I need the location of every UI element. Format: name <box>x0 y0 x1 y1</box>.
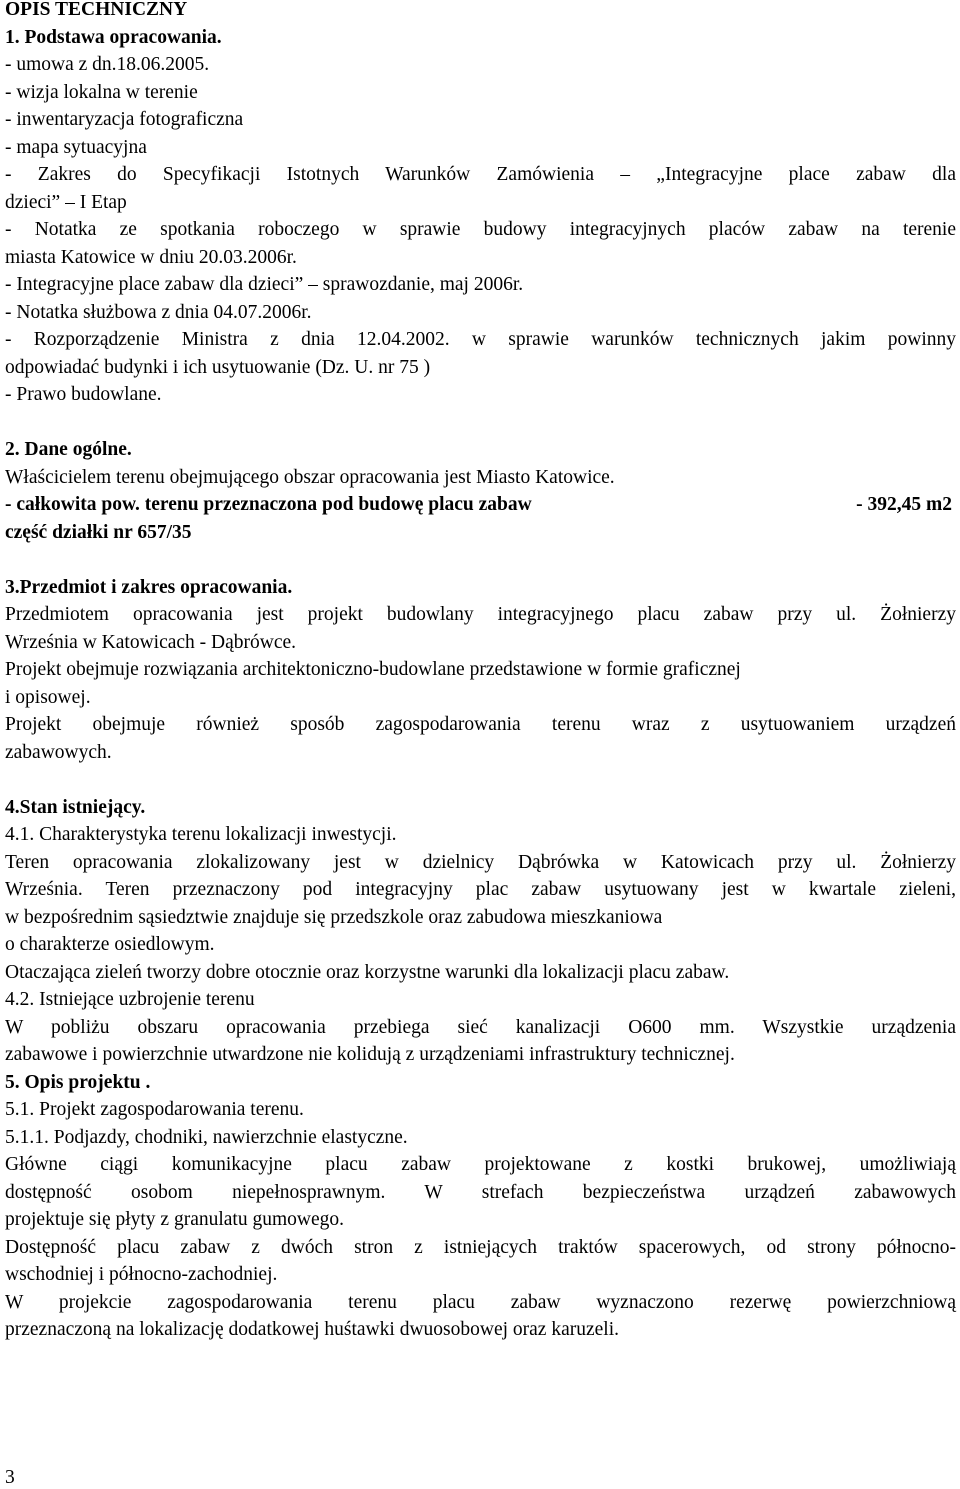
text-line: przeznaczoną na lokalizację dodatkowej huśtawki dwuosobowej oraz karuzeli. <box>5 1319 619 1340</box>
section-heading: 5. Opis projektu . <box>5 1071 151 1093</box>
text-line: Właścicielem terenu obejmującego obszar opracowania jest Miasto Katowice. <box>5 466 615 488</box>
text-line: zabawowe i powierzchnie utwardzone nie kolidują z urządzeniami infrastruktury technicznej. <box>5 1044 735 1065</box>
text-line: Teren opracowania zlokalizowany jest w dzielnicy Dąbrówka w Katowicach przy ul. Żołnierzy <box>5 851 956 873</box>
page-number: 3 <box>5 1467 15 1488</box>
section-heading: część działki nr 657/35 <box>5 521 192 543</box>
section-heading: 4.Stan istniejący. <box>5 796 146 818</box>
text-line: - Prawo budowlane. <box>5 384 162 405</box>
text-line: o charakterze osiedlowym. <box>5 934 215 955</box>
text-line: Projekt obejmuje rozwiązania architektoniczno-budowlane przedstawione w formie graficznej <box>5 659 741 680</box>
text-line: dzieci” – I Etap <box>5 191 127 213</box>
section-heading: 1. Podstawa opracowania. <box>5 26 222 48</box>
text-line: miasta Katowice w dniu 20.03.2006r. <box>5 246 297 268</box>
text-line: Września. Teren przeznaczony pod integracyjny plac zabaw usytuowany jest w kwartale zieleni, <box>5 879 956 900</box>
text-line: projektuje się płyty z granulatu gumowego. <box>5 1209 345 1230</box>
text-line: - inwentaryzacja fotograficzna <box>5 109 244 130</box>
text-line: W pobliżu obszaru opracowania przebiega sieć kanalizacji O600 mm. Wszystkie urządzenia <box>5 1016 956 1038</box>
text-line: i opisowej. <box>5 686 91 708</box>
text-line: Otaczająca zieleń tworzy dobre otocznie oraz korzystne warunki dla lokalizacji placu zabaw. <box>5 961 730 983</box>
text-line: - Notatka ze spotkania roboczego w sprawie budowy integracyjnych placów zabaw na terenie <box>5 219 956 240</box>
text-line: Dostępność placu zabaw z dwóch stron z istniejących traktów spacerowych, od strony północno- <box>5 1236 956 1258</box>
text-line: - Notatka służbowa z dnia 04.07.2006r. <box>5 301 312 323</box>
section-heading: OPIS TECHNICZNY <box>5 0 188 20</box>
text-line: dostępność osobom niepełnosprawnym. W strefach bezpieczeństwa urządzeń zabawowych <box>5 1181 956 1203</box>
text-line: - mapa sytuacyjna <box>5 136 147 158</box>
text-line: - Zakres do Specyfikacji Istotnych Warunków Zamówienia – „Integracyjne place zabaw dla <box>5 164 956 185</box>
text-line: 5.1. Projekt zagospodarowania terenu. <box>5 1099 304 1120</box>
text-line: Główne ciągi komunikacyjne placu zabaw projektowane z kostki brukowej, umożliwiają <box>5 1154 956 1175</box>
text-line: 5.1.1. Podjazdy, chodniki, nawierzchnie elastyczne. <box>5 1126 408 1148</box>
text-line: Przedmiotem opracowania jest projekt budowlany integracyjnego placu zabaw przy ul. Żołnierzy <box>5 604 956 625</box>
area-value: - 392,45 m2 <box>856 494 952 515</box>
text-line: wschodniej i północno-zachodniej. <box>5 1264 278 1285</box>
section-heading: 3.Przedmiot i zakres opracowania. <box>5 576 293 598</box>
text-line: W projekcie zagospodarowania terenu placu zabaw wyznaczono rezerwę powierzchniową <box>5 1291 956 1313</box>
section-heading: 2. Dane ogólne. <box>5 439 132 460</box>
text-line: w bezpośrednim sąsiedztwie znajduje się przedszkole oraz zabudowa mieszkaniowa <box>5 906 663 928</box>
text-line: - wizja lokalna w terenie <box>5 81 198 103</box>
text-line: Projekt obejmuje również sposób zagospodarowania terenu wraz z usytuowaniem urządzeń <box>5 714 956 735</box>
area-row <box>5 491 956 518</box>
text-line: 4.2. Istniejące uzbrojenie terenu <box>5 989 255 1010</box>
text-line: odpowiadać budynki i ich usytuowanie (Dz. U. nr 75 ) <box>5 356 431 378</box>
text-line: - Rozporządzenie Ministra z dnia 12.04.2002. w sprawie warunków technicznych jakim powinny <box>5 329 956 350</box>
text-line: - Integracyjne place zabaw dla dzieci” – sprawozdanie, maj 2006r. <box>5 274 524 295</box>
text-line: - umowa z dn.18.06.2005. <box>5 54 210 75</box>
text-line: Września w Katowicach - Dąbrówce. <box>5 631 297 653</box>
text-line: 4.1. Charakterystyka terenu lokalizacji inwestycji. <box>5 824 397 845</box>
text-line: zabawowych. <box>5 741 112 763</box>
area-label: - całkowita pow. terenu przeznaczona pod budowę placu zabaw <box>5 494 532 515</box>
